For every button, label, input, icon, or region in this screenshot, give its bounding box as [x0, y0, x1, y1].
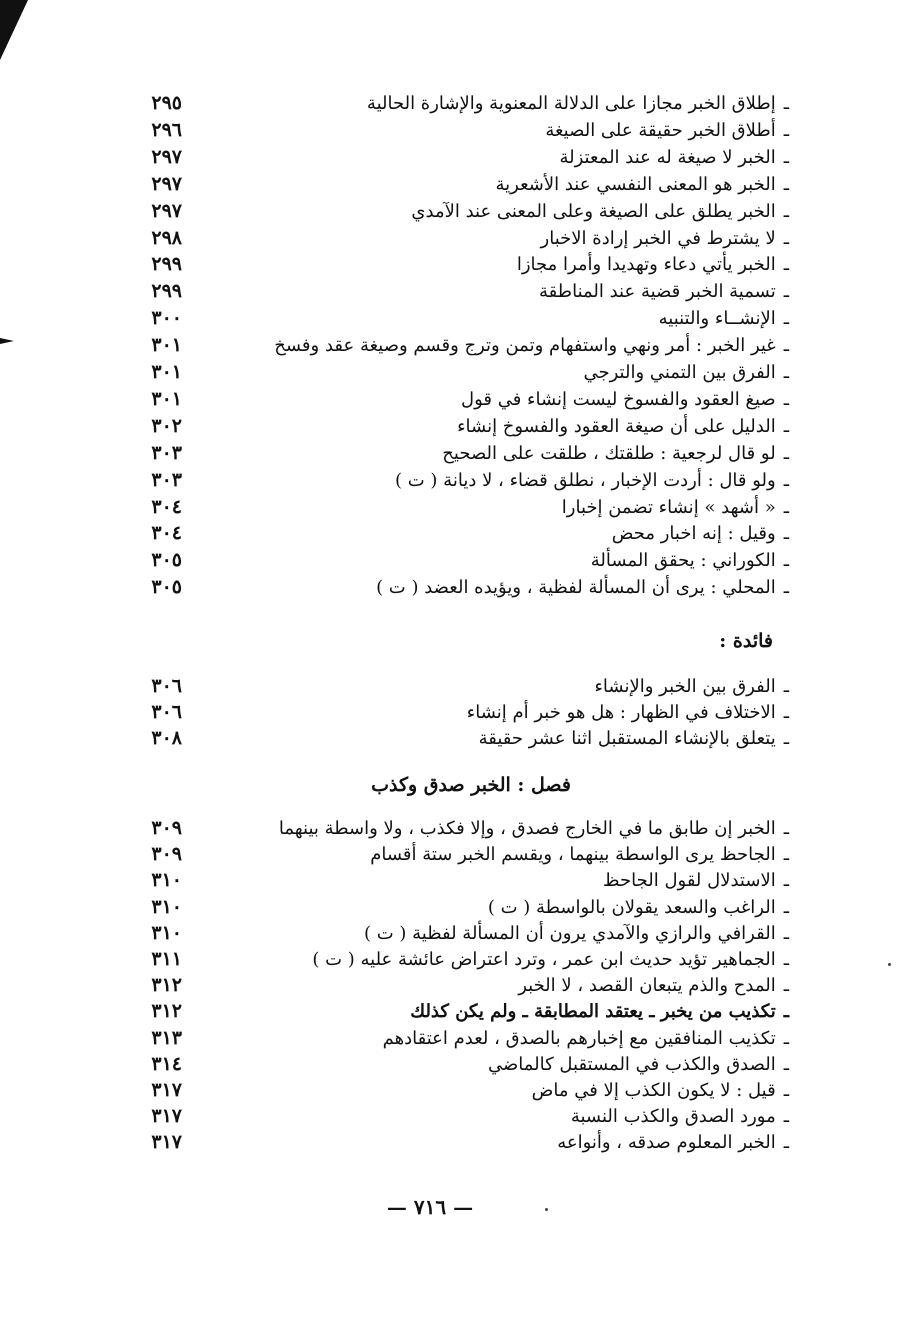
- entry-text: الخبر إن طابق ما في الخارج فصدق ، وإلا فكذب ، ولا واسطة بينهما: [278, 818, 776, 839]
- entry-text: صيغ العقود والفسوخ ليست إنشاء في قول: [460, 388, 776, 410]
- entry-title: [496, 171, 790, 198]
- entry-text: ولو قال : أردت الإخبار ، نطلق قضاء ، لا ديانة ( ت ): [395, 469, 776, 491]
- entry-text: غير الخبر : أمر ونهي واستفهام وتمن وترج وقسم وصيغة عقد وفسخ: [274, 335, 776, 357]
- entry-text: الراغب والسعد يقولان بالواسطة ( ت ): [487, 896, 776, 918]
- bullet-dash-icon: ـ: [783, 173, 789, 195]
- entry-title: [518, 972, 789, 999]
- entry-title: [411, 198, 789, 225]
- index-entry: [0, 574, 917, 601]
- index-entry: [0, 547, 917, 574]
- entry-text: الدليل على أن صيغة العقود والفسوخ إنشاء: [457, 415, 776, 437]
- entry-title: [612, 520, 789, 547]
- entry-text: الفرق بين التمني والترجي: [583, 362, 776, 383]
- entry-title: [488, 1051, 789, 1078]
- index-entry: [0, 117, 917, 144]
- page-number: — ٧١٦ —: [386, 1195, 474, 1219]
- bullet-dash-icon: ـ: [783, 728, 789, 749]
- bullet-dash-icon: ـ: [783, 335, 789, 357]
- scan-speck: [888, 963, 891, 966]
- entry-text: « أشهد » إنشاء تضمن إخبارا: [561, 496, 776, 518]
- index-entry: [0, 171, 917, 198]
- entry-page-number: ٣١٧: [151, 1079, 182, 1101]
- entry-title: [395, 467, 789, 494]
- scan-speck: [545, 1208, 548, 1211]
- bullet-dash-icon: ـ: [783, 415, 789, 437]
- index-entry: [0, 1025, 917, 1052]
- entry-page-number: ٢٩٩: [151, 253, 182, 276]
- index-entry: [0, 1051, 917, 1078]
- bullet-dash-icon: ـ: [783, 870, 789, 892]
- entry-page-number: ٣٠٠: [151, 307, 182, 330]
- bullet-dash-icon: ـ: [783, 200, 789, 222]
- entry-title: [541, 225, 789, 252]
- entry-title: [557, 1129, 789, 1156]
- entry-title: [457, 413, 789, 440]
- entry-title: [591, 547, 789, 574]
- index-entry: [0, 998, 917, 1025]
- index-entry: [0, 972, 917, 999]
- bullet-dash-icon: ـ: [783, 896, 789, 918]
- entry-text: أطلاق الخبر حقيقة على الصيغة: [545, 119, 776, 141]
- entry-title: [442, 440, 789, 467]
- entry-page-number: ٣٠٥: [151, 549, 182, 572]
- entry-text: إطلاق الخبر مجازا على الدلالة المعنوية والإشارة الحالية: [366, 93, 776, 114]
- entry-title: [545, 117, 789, 144]
- section-heading-faida: فائدة :: [719, 630, 773, 652]
- index-entry: [0, 1129, 917, 1156]
- entry-page-number: ٣١٤: [151, 1052, 182, 1075]
- index-entry: [0, 251, 917, 278]
- index-entry: [0, 699, 917, 726]
- entry-text: الخبر لا صيغة له عند المعتزلة: [559, 146, 776, 168]
- bullet-dash-icon: ـ: [783, 949, 789, 970]
- bullet-dash-icon: ـ: [783, 1106, 789, 1128]
- entry-text: الخبر هو المعنى النفسي عند الأشعرية: [495, 173, 776, 195]
- bullet-dash-icon: ـ: [783, 227, 789, 249]
- bullet-dash-icon: ـ: [783, 1132, 789, 1154]
- bullet-dash-icon: ـ: [783, 496, 789, 518]
- index-entry: [0, 225, 917, 252]
- index-entry: [0, 1077, 917, 1104]
- entry-title: [312, 946, 789, 973]
- corner-scan-mark: [0, 0, 28, 60]
- bullet-dash-icon: ـ: [783, 550, 789, 572]
- index-entry: [0, 332, 917, 359]
- entry-page-number: ٣٠٨: [151, 727, 182, 749]
- entry-title: [562, 494, 789, 521]
- entry-page-number: ٣٠٩: [151, 817, 182, 839]
- entry-title: [559, 144, 789, 171]
- entry-page-number: ٣٠٥: [151, 576, 182, 599]
- entry-page-number: ٢٩٥: [151, 92, 182, 114]
- entry-page-number: ٣١٠: [151, 921, 182, 944]
- bullet-dash-icon: ـ: [783, 146, 789, 168]
- bullet-dash-icon: ـ: [783, 922, 789, 944]
- bullet-dash-icon: ـ: [783, 119, 789, 141]
- index-entry: [0, 198, 917, 225]
- index-entry: [0, 467, 917, 494]
- entry-text: الاستدلال لقول الجاحظ: [602, 870, 776, 892]
- entry-page-number: ٣٠١: [151, 334, 182, 357]
- bullet-dash-icon: ـ: [783, 702, 789, 723]
- index-entry: [0, 725, 917, 752]
- entry-page-number: ٢٩٧: [151, 172, 182, 195]
- index-entry: [0, 305, 917, 332]
- bullet-dash-icon: ـ: [783, 1001, 789, 1023]
- index-entry: [0, 440, 917, 467]
- index-entry: [0, 494, 917, 521]
- entry-title: [603, 867, 789, 894]
- entry-text: لا يشترط في الخبر إرادة الاخبار: [540, 227, 776, 249]
- index-entry: [0, 520, 917, 547]
- entry-text: الكوراني : يحقق المسألة: [590, 550, 776, 572]
- entry-page-number: ٣٠٣: [151, 441, 182, 464]
- bullet-dash-icon: ـ: [783, 1027, 789, 1049]
- entry-page-number: ٣٠٣: [151, 468, 182, 491]
- entry-text: الجاحظ يرى الواسطة بينهما ، ويقسم الخبر ستة أقسام: [370, 844, 776, 866]
- entry-page-number: ٢٩٧: [151, 199, 182, 222]
- entry-title: [467, 699, 789, 726]
- entry-title: [659, 305, 789, 332]
- bullet-dash-icon: ـ: [783, 254, 789, 276]
- index-entry: [0, 946, 917, 973]
- entry-title: [367, 90, 789, 117]
- entry-page-number: ٢٩٦: [151, 118, 182, 141]
- entry-text: قيل : لا يكون الكذب إلا في ماض: [531, 1080, 776, 1101]
- index-entry: [0, 359, 917, 386]
- entry-text: الخبر المعلوم صدقه ، وأنواعه: [557, 1132, 776, 1154]
- entry-title: [370, 841, 789, 868]
- entry-title: [517, 251, 789, 278]
- entry-page-number: ٣١٧: [151, 1131, 182, 1154]
- entry-text: القرافي والرازي والآمدي يرون أن المسألة لفظية ( ت ): [363, 922, 776, 944]
- entry-page-number: ٢٩٩: [151, 280, 182, 303]
- entry-page-number: ٣٠١: [151, 361, 182, 383]
- bullet-dash-icon: ـ: [783, 1080, 789, 1101]
- bullet-dash-icon: ـ: [783, 844, 789, 866]
- bullet-dash-icon: ـ: [783, 676, 789, 697]
- entry-text: تكذيب من يخبر ـ يعتقد المطابقة ـ ولم يكن كذلك: [410, 1001, 776, 1023]
- bullet-dash-icon: ـ: [783, 308, 789, 330]
- entry-title: [410, 998, 789, 1025]
- entry-page-number: ٣٠٢: [151, 414, 182, 437]
- entry-page-number: ٣١٢: [151, 1000, 182, 1023]
- index-entry: [0, 386, 917, 413]
- entry-title: [539, 278, 789, 305]
- index-entry: [0, 90, 917, 117]
- section-heading-fasl: فصل : الخبر صدق وكذب: [371, 774, 571, 796]
- index-entry: [0, 867, 917, 894]
- index-entry: [0, 815, 917, 842]
- entry-text: الإنشــاء والتنبيه: [658, 308, 776, 330]
- entry-text: الخبر يأتي دعاء وتهديدا وأمرا مجازا: [516, 254, 776, 276]
- bullet-dash-icon: ـ: [783, 93, 789, 114]
- index-entry: [0, 841, 917, 868]
- index-entry: [0, 894, 917, 921]
- entry-title: [274, 332, 789, 359]
- entry-title: [594, 673, 789, 700]
- entry-page-number: ٣٠٦: [151, 675, 182, 697]
- entry-title: [461, 386, 789, 413]
- bullet-dash-icon: ـ: [783, 469, 789, 491]
- bullet-dash-icon: ـ: [783, 577, 789, 599]
- bullet-dash-icon: ـ: [783, 362, 789, 383]
- bullet-dash-icon: ـ: [783, 442, 789, 464]
- entry-page-number: ٢٩٨: [151, 226, 182, 249]
- entry-page-number: ٣١١: [151, 948, 182, 970]
- index-entry: [0, 1103, 917, 1130]
- entry-text: المدح والذم يتبعان القصد ، لا الخبر: [518, 975, 776, 997]
- entry-text: يتعلق بالإنشاء المستقبل اثنا عشر حقيقة: [478, 728, 776, 749]
- entry-text: المحلي : يرى أن المسألة لفظية ، ويؤيده العضد ( ت ): [376, 577, 776, 599]
- entry-text: الاختلاف في الظهار : هل هو خبر أم إنشاء: [466, 702, 776, 723]
- entry-title: [532, 1077, 789, 1104]
- bullet-dash-icon: ـ: [783, 388, 789, 410]
- entry-title: [364, 920, 789, 947]
- entry-page-number: ٣٠٤: [151, 495, 182, 518]
- entry-title: [583, 359, 789, 386]
- entry-text: تسمية الخبر قضية عند المناطقة: [539, 281, 776, 303]
- entry-page-number: ٣١٠: [151, 869, 182, 892]
- entry-text: الخبر يطلق على الصيغة وعلى المعنى عند الآمدي: [411, 200, 776, 222]
- entry-page-number: ٢٩٧: [151, 145, 182, 168]
- entry-page-number: ٣٠٤: [151, 522, 182, 545]
- entry-title: [479, 725, 789, 752]
- entry-title: [383, 1025, 789, 1052]
- bullet-dash-icon: ـ: [783, 818, 789, 839]
- entry-text: الجماهير تؤيد حديث ابن عمر ، وترد اعتراض عائشة عليه ( ت ): [312, 949, 776, 970]
- index-entry: [0, 920, 917, 947]
- index-entry: [0, 144, 917, 171]
- entry-page-number: ٣١٧: [151, 1105, 182, 1128]
- entry-text: مورد الصدق والكذب النسبة: [570, 1106, 776, 1128]
- bullet-dash-icon: ـ: [783, 523, 789, 545]
- entry-page-number: ٣١٢: [151, 974, 182, 997]
- entry-title: [279, 815, 789, 842]
- index-entry: [0, 673, 917, 700]
- bullet-dash-icon: ـ: [783, 1053, 789, 1075]
- bullet-dash-icon: ـ: [783, 975, 789, 997]
- entry-page-number: ٣٠٩: [151, 843, 182, 866]
- entry-text: الصدق والكذب في المستقبل كالماضي: [487, 1053, 776, 1075]
- entry-title: [376, 574, 789, 601]
- index-entry: [0, 413, 917, 440]
- entry-text: وقيل : إنه اخبار محض: [611, 523, 776, 545]
- entry-text: لو قال لرجعية : طلقتك ، طلقت على الصحيح: [442, 442, 776, 464]
- index-entry: [0, 278, 917, 305]
- bullet-dash-icon: ـ: [783, 281, 789, 303]
- entry-title: [488, 894, 789, 921]
- entry-page-number: ٣١٣: [151, 1026, 182, 1049]
- entry-page-number: ٣٠٦: [151, 701, 182, 723]
- entry-text: الفرق بين الخبر والإنشاء: [594, 676, 776, 697]
- entry-title: [571, 1103, 789, 1130]
- entry-page-number: ٣١٠: [151, 895, 182, 918]
- entry-text: تكذيب المنافقين مع إخبارهم بالصدق ، لعدم اعتقادهم: [382, 1027, 776, 1049]
- entry-page-number: ٣٠١: [151, 387, 182, 410]
